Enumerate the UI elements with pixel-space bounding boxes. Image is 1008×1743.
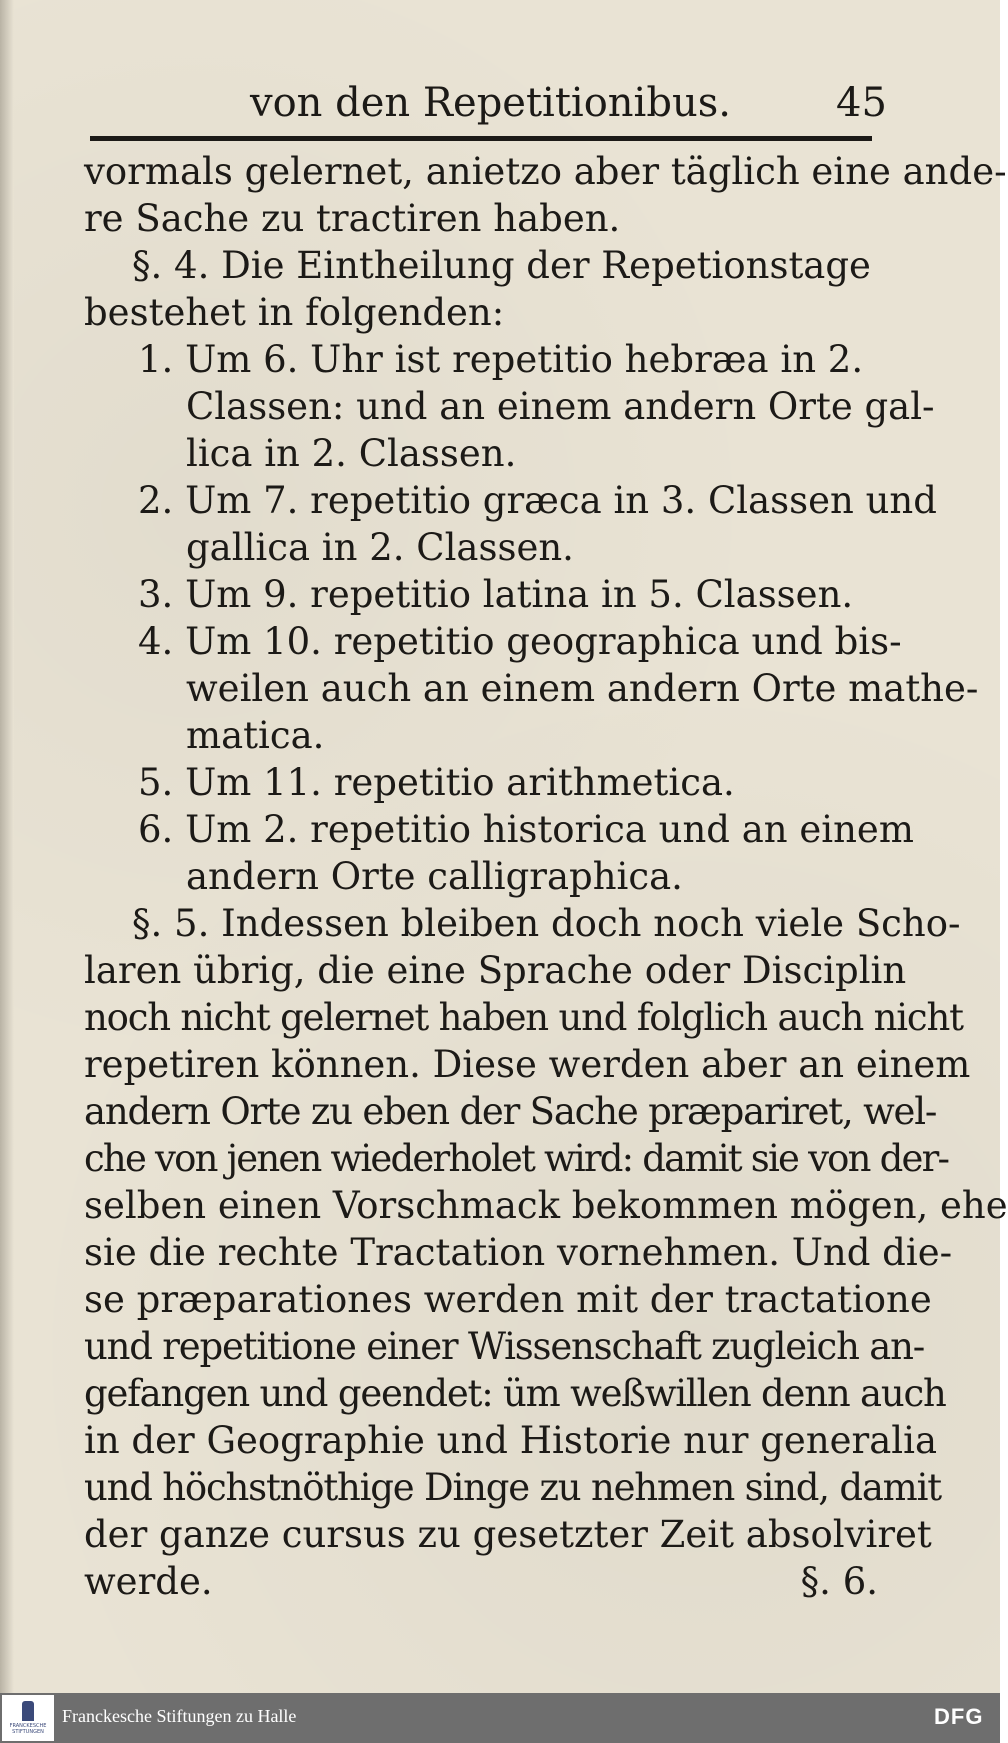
list-item-continuation: weilen auch an einem andern Orte mathe- [186,667,979,710]
text-line-end: werde. [84,1560,213,1603]
list-item: 6. Um 2. repetitio historica und an einem [138,808,914,851]
text-line: selben einen Vorschmack bekommen mögen, ehe [84,1184,1008,1227]
list-item: 2. Um 7. repetitio græca in 3. Classen und [138,479,937,522]
text-line: §. 5. Indessen bleiben doch noch viele Scho- [132,902,961,945]
list-item-continuation: lica in 2. Classen. [186,432,517,475]
text-line: andern Orte zu eben der Sache præpariret, wel- [84,1090,937,1133]
logo-icon [22,1701,34,1721]
dfg-logo[interactable]: DFG [934,1704,984,1729]
page-number: 45 [836,80,887,126]
body-text [84,148,1008,1605]
list-item: 5. Um 11. repetitio arithmetica. [138,761,735,804]
logo-text: FRANCKESCHE STIFTUNGEN [9,1723,47,1735]
list-item-continuation: Classen: und an einem andern Orte gal- [186,385,935,428]
list-item: 3. Um 9. repetitio latina in 5. Classen. [138,573,854,616]
institution-logo[interactable] [2,1695,54,1741]
list-item: 1. Um 6. Uhr ist repetitio hebræa in 2. [138,338,864,381]
list-item: 4. Um 10. repetitio geographica und bis- [138,620,902,663]
list-item-continuation: matica. [186,714,325,757]
text-line: vormals gelernet, anietzo aber täglich eine ande- [84,150,1007,193]
institution-link[interactable]: Franckesche Stiftungen zu Halle [62,1706,297,1726]
running-title: von den Repetitionibus. [250,80,731,126]
text-line: re Sache zu tractiren haben. [84,197,621,240]
page-gutter-shadow [0,0,14,1693]
text-line: noch nicht gelernet haben und folglich auch nicht [84,996,963,1039]
text-line: und repetitione einer Wissenschaft zugleich an- [84,1325,925,1368]
text-line: che von jenen wiederholet wird: damit sie von der- [84,1137,949,1180]
text-line: laren übrig, die eine Sprache oder Disciplin [84,949,907,992]
header-rule [90,136,872,141]
list-item-continuation: gallica in 2. Classen. [186,526,574,569]
text-line: der ganze cursus zu gesetzter Zeit absolviret [84,1513,932,1556]
text-line: sie die rechte Tractation vornehmen. Und die- [84,1231,953,1274]
text-line: in der Geographie und Historie nur generalia [84,1419,938,1462]
text-line: gefangen und geendet: üm weßwillen denn auch [84,1372,946,1415]
list-item-continuation: andern Orte calligraphica. [186,855,683,898]
text-line: und höchstnöthige Dinge zu nehmen sind, damit [84,1466,941,1509]
catchword: §. 6. [800,1560,878,1603]
text-line: bestehet in folgenden: [84,291,505,334]
text-line: §. 4. Die Eintheilung der Repetionstage [132,244,871,287]
viewer-footer-bar [0,1693,1000,1743]
last-line [84,1558,884,1605]
text-line: se præparationes werden mit der tractatione [84,1278,932,1321]
running-head [0,72,1000,132]
text-line: repetiren können. Diese werden aber an einem [84,1043,971,1086]
